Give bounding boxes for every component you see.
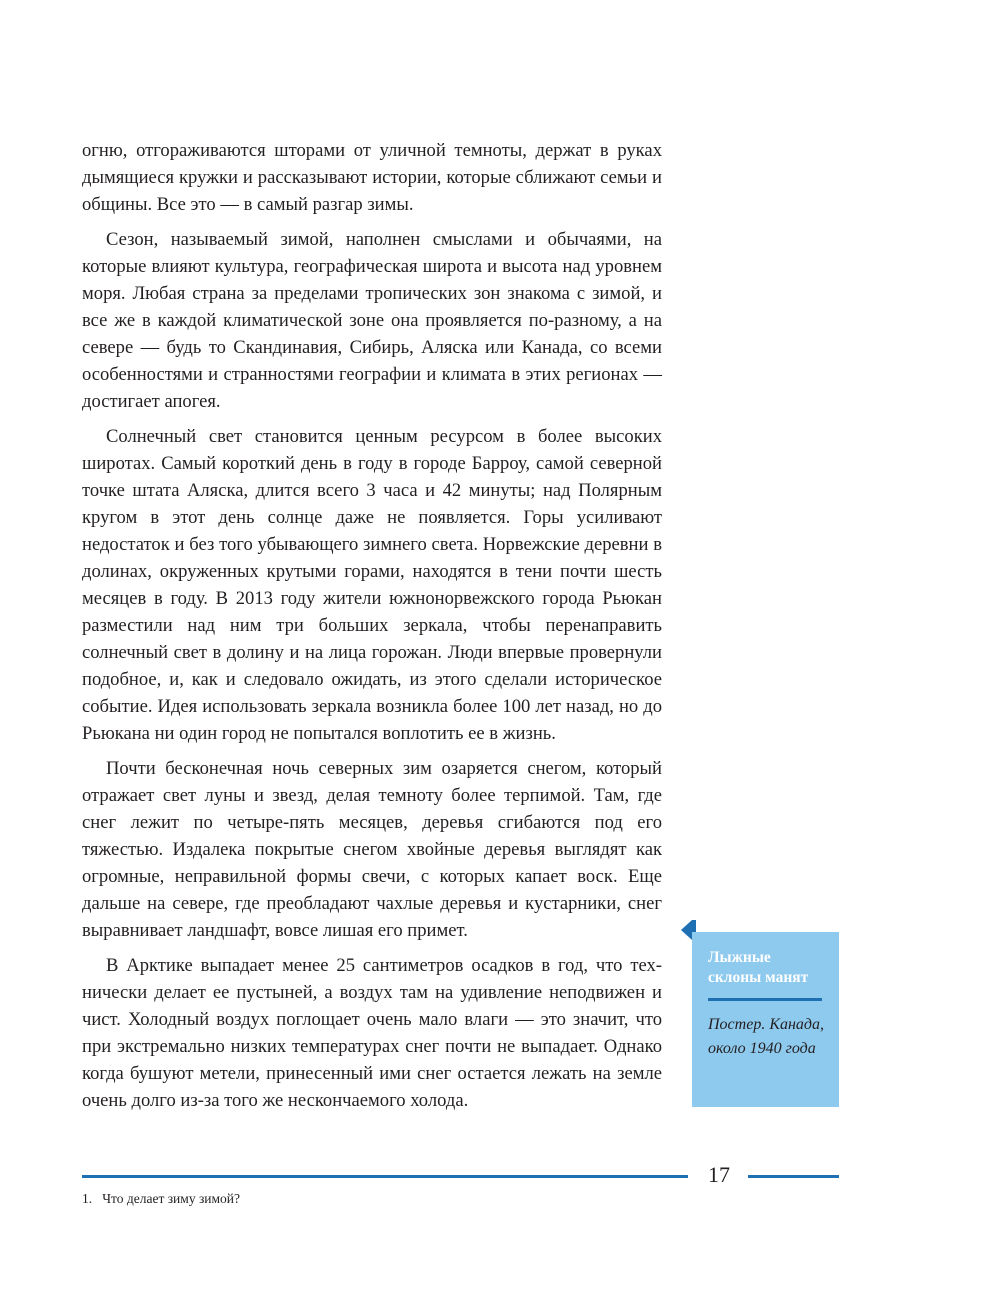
footer-rule-left	[82, 1175, 688, 1178]
main-text-column	[82, 137, 662, 1122]
caption-title: Лыжные склоны манят	[708, 949, 809, 986]
caption-pointer-icon	[681, 920, 692, 940]
paragraph-2: Сезон, называемый зимой, наполнен смыслами и обычаями, на которые влияют культура, географическая широта и высота над уровнем моря. Любая страна за пределами тропических зон знакома с зимой, и все же в каждой климатической зоне она проявляется по-разному, а на севере — будь то Скандинавия, Сибирь, Аляска или Канада, со всеми особенностями и странностями географии и климата в этих регионах — достигает апогея.	[82, 229, 662, 412]
caption-divider	[708, 998, 822, 1001]
paragraph-1: огню, отгораживаются шторами от уличной темноты, держат в руках дымящиеся кружки и рассказывают истории, которые сближают семьи и общины. Все это — в самый разгар зимы.	[82, 140, 662, 215]
footer-rule-right	[748, 1175, 839, 1178]
paragraph-5: В Арктике выпадает менее 25 сантиметров осадков в год, что технически делает ее пустыней, а воздух там на удивление неподвижен и чист. Холодный воздух поглощает очень мало влаги — это значит, что при экстремально низких температурах снег почти не выпадает. Однако когда бушуют метели, принесенный ими снег остается лежать на земле очень долго из-за того же нескончаемого холода.	[82, 955, 662, 1111]
image-caption-box	[692, 932, 839, 1107]
paragraph-4: Почти бесконечная ночь северных зим озаряется снегом, который отражает свет луны и звезд, делая темноту более терпимой. Там, где снег лежит по четыре-пять месяцев, деревья сгибаются под его тяжестью. Издалека покрытые снегом хвойные деревья выглядят как огромные, неправильной формы свечи, с которых капает воск. Еще дальше на севере, где преобладают чахлые деревья и кустарники, снег выравнивает ландшафт, вовсе лишая его примет.	[82, 758, 662, 941]
paragraph-3: Солнечный свет становится ценным ресурсом в более высоких широтах. Самый короткий день в году в городе Барроу, самой северной точке штата Аляска, длится всего 3 часа и 42 минуты; над Полярным кругом в этот день солнце даже не появляется. Горы усиливают недостаток и без того убывающего зимнего света. Норвежские деревни в долинах, окруженных крутыми горами, находятся в тени почти шесть месяцев в году. В 2013 году жители южнонорвежского города Рьюкан разместили над ним три больших зеркала, чтобы перенаправить солнечный свет в долину и на лица горожан. Люди впервые провернули подобное, и, как и следовало ожидать, из этого сделали историческое событие. Идея использовать зеркала возникла более 100 лет назад, но до Рьюкана ни один город не попытался воплотить ее в жизнь.	[82, 426, 662, 744]
running-footer-title: 1. Что делает зиму зимой?	[82, 1191, 241, 1206]
caption-description: Постер. Канада, около 1940 года	[708, 1016, 824, 1057]
page-number: 17	[708, 1162, 730, 1187]
